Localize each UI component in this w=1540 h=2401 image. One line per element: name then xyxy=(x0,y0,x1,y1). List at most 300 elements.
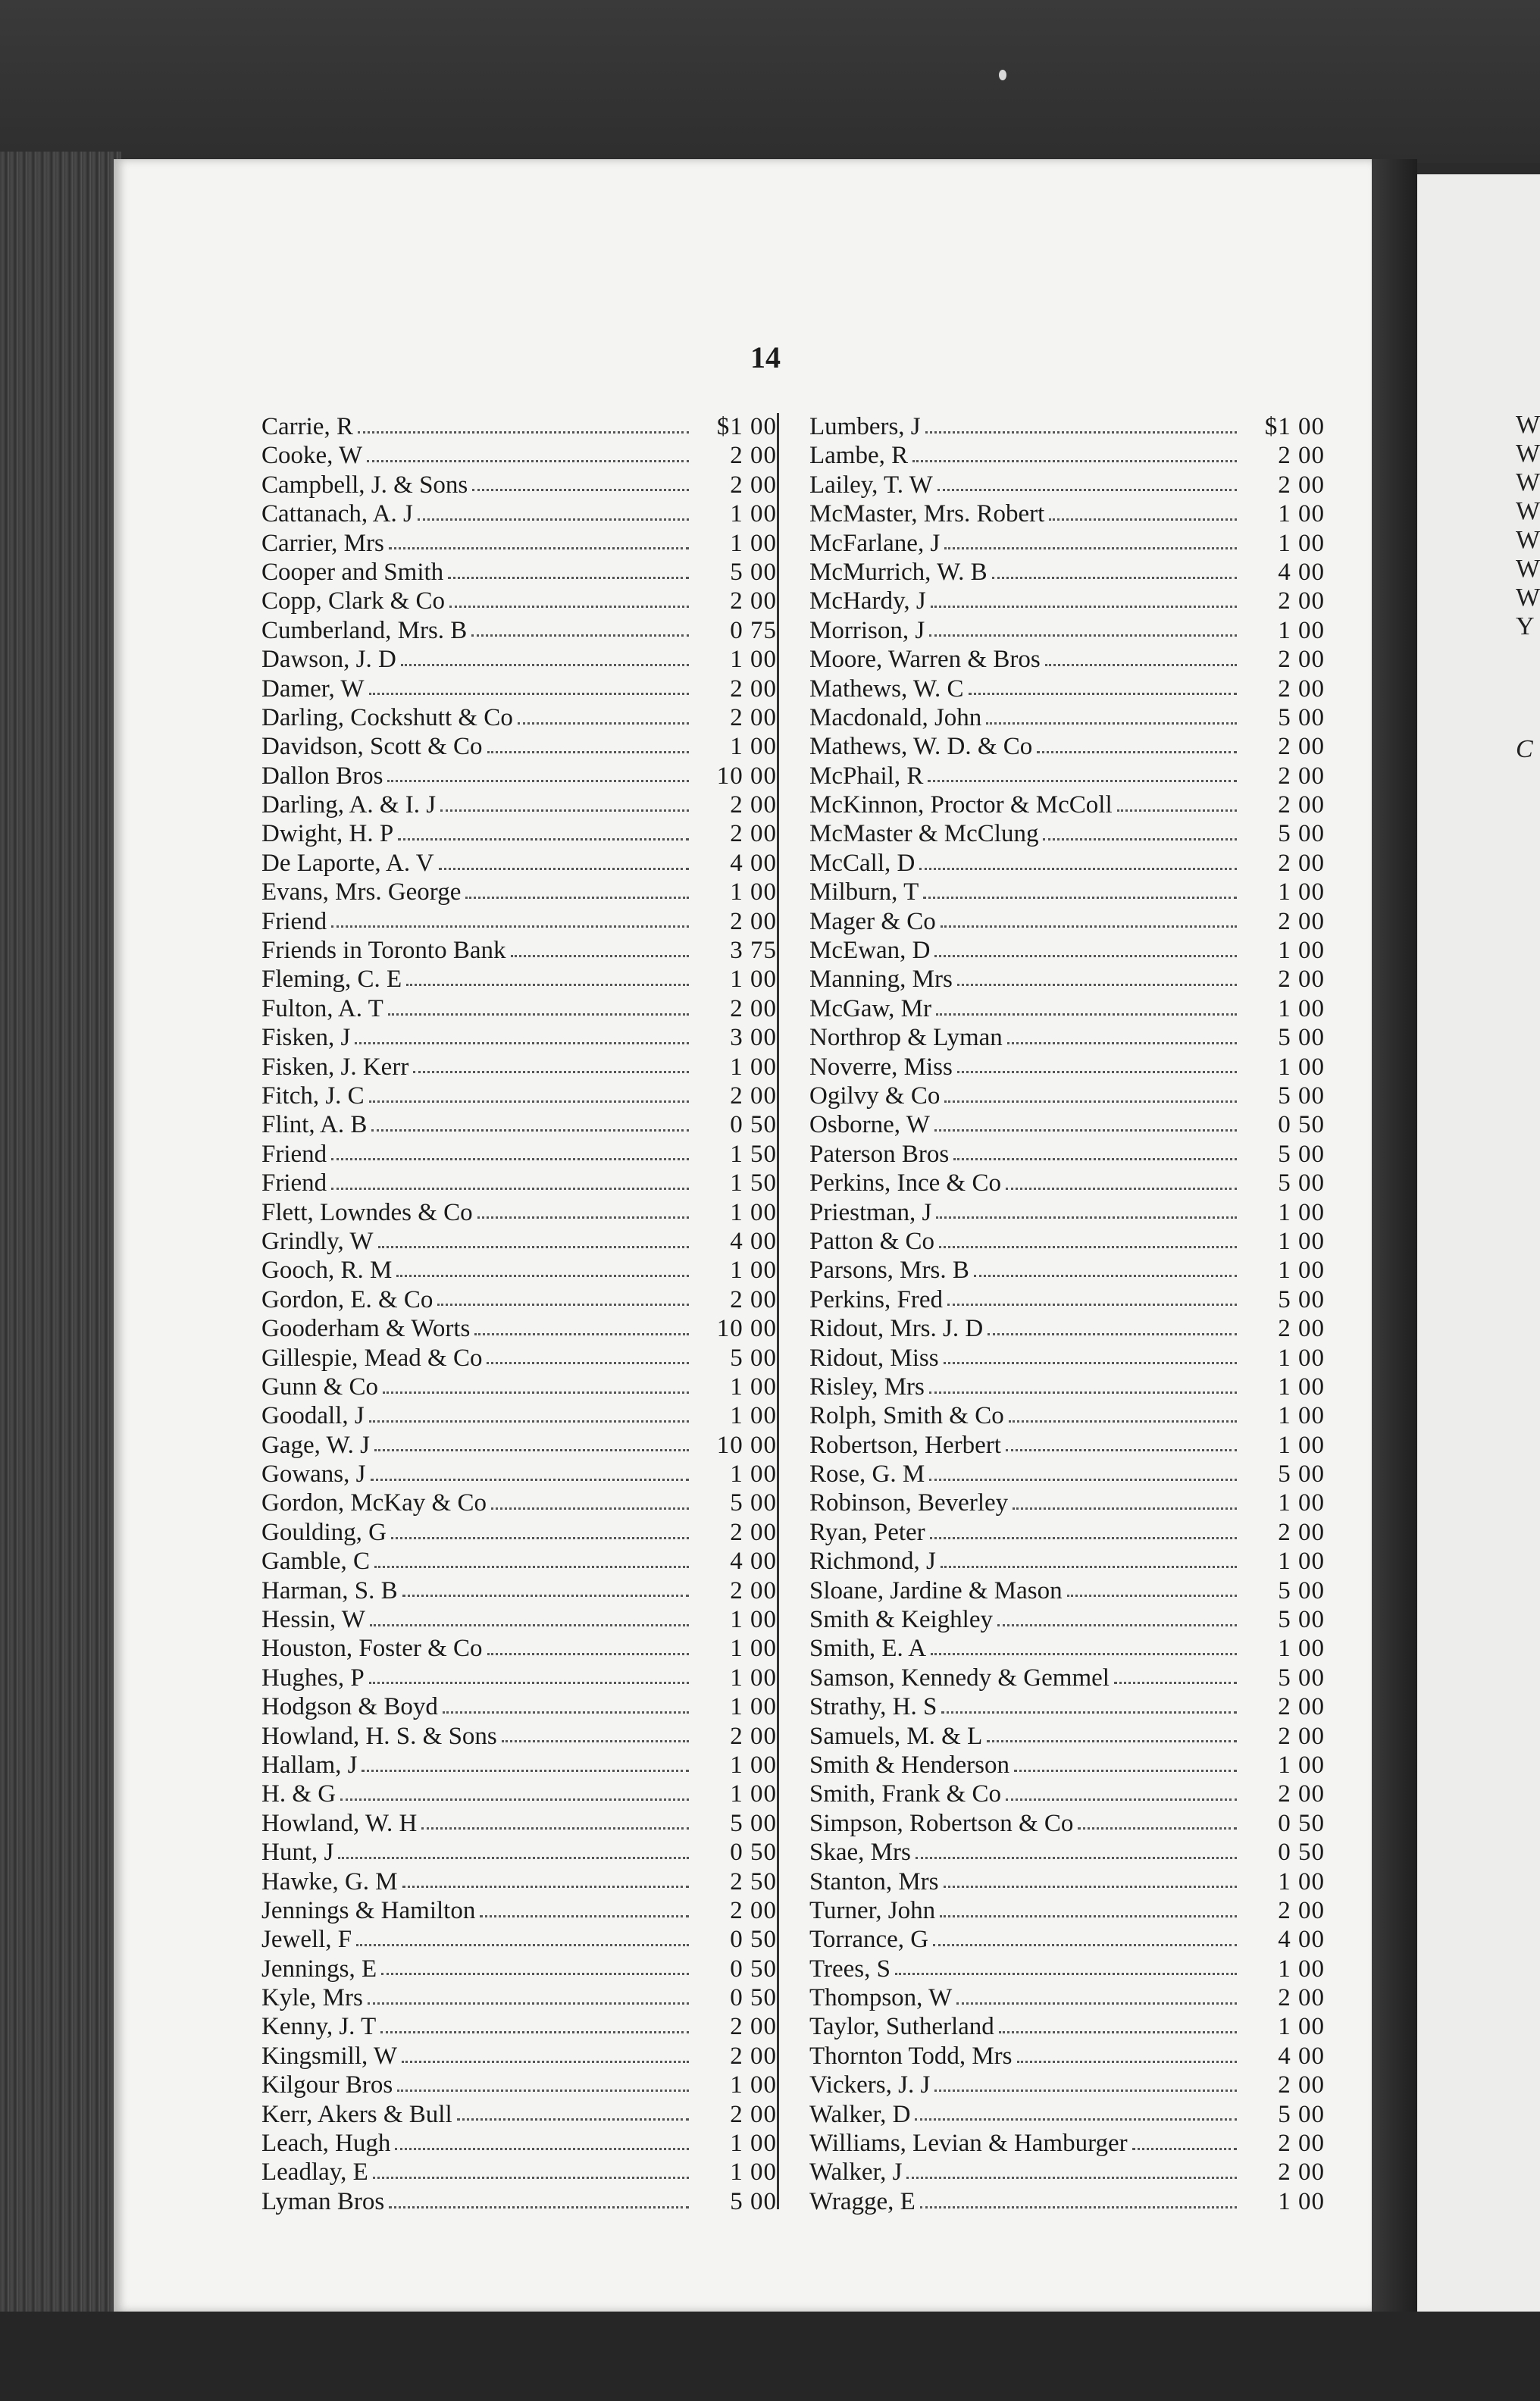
dot-leader xyxy=(997,1624,1237,1626)
subscriber-name: Darling, A. & I. J xyxy=(261,791,437,819)
dot-leader xyxy=(331,1158,689,1160)
subscriber-entry xyxy=(809,1111,1325,1140)
subscriber-entry xyxy=(261,1751,777,1780)
dot-leader xyxy=(373,2177,689,2179)
subscriber-entry xyxy=(261,1373,777,1402)
subscription-amount: 2 00 xyxy=(730,1722,777,1750)
subscriber-name: Strathy, H. S xyxy=(809,1693,937,1721)
subscription-amount: 2 00 xyxy=(1278,442,1325,470)
subscriber-entry xyxy=(261,1460,777,1489)
subscriber-entry xyxy=(809,1868,1325,1897)
subscription-amount: 1 00 xyxy=(730,2158,777,2187)
subscriber-name: H. & G xyxy=(261,1780,336,1808)
dot-leader xyxy=(937,489,1237,491)
subscriber-name: McMaster, Mrs. Robert xyxy=(809,500,1045,528)
dot-leader xyxy=(472,489,689,491)
dot-leader xyxy=(480,1915,689,1917)
subscriber-name: Gordon, McKay & Co xyxy=(261,1489,487,1517)
subscriber-entry xyxy=(809,442,1325,471)
subscriber-name: Fisken, J. Kerr xyxy=(261,1053,409,1081)
subscriber-entry xyxy=(261,1024,777,1053)
subscription-amount: 2 00 xyxy=(1278,1518,1325,1546)
dot-leader xyxy=(1006,1798,1237,1801)
subscriber-entry xyxy=(261,966,777,994)
subscription-amount: 2 00 xyxy=(730,1082,777,1110)
subscription-amount: 4 00 xyxy=(730,1227,777,1255)
dot-leader xyxy=(374,1566,689,1568)
subscription-amount: 1 00 xyxy=(1278,616,1325,644)
subscription-amount: 5 00 xyxy=(730,1809,777,1837)
subscriber-name: Gillespie, Mead & Co xyxy=(261,1344,483,1372)
subscriber-name: Perkins, Ince & Co xyxy=(809,1169,1001,1197)
subscriber-name: McGaw, Mr xyxy=(809,994,931,1022)
subscriber-entry xyxy=(809,2071,1325,2100)
subscription-amount: 5 00 xyxy=(1278,1082,1325,1110)
subscriber-name: Thompson, W xyxy=(809,1984,953,2012)
subscriber-name: Risley, Mrs xyxy=(809,1373,925,1401)
dot-leader xyxy=(1132,2148,1237,2150)
subscriber-name: Walker, D xyxy=(809,2100,911,2128)
subscriber-name: Manning, Mrs xyxy=(809,966,953,994)
subscriber-name: McKinnon, Proctor & McColl xyxy=(809,791,1113,819)
dot-leader xyxy=(449,606,689,608)
dot-leader xyxy=(944,1362,1237,1364)
dot-leader xyxy=(389,547,689,549)
subscriber-entry xyxy=(261,1257,777,1285)
subscriber-entry xyxy=(261,1199,777,1228)
subscription-amount: 1 00 xyxy=(730,1751,777,1779)
dot-leader xyxy=(936,1013,1237,1016)
subscription-amount: 2 00 xyxy=(1278,471,1325,499)
subscription-amount: 1 00 xyxy=(1278,1402,1325,1430)
dot-leader xyxy=(941,925,1237,928)
subscription-amount: 2 00 xyxy=(1278,791,1325,819)
subscription-amount: 0 50 xyxy=(1278,1839,1325,1867)
subscriber-name: Richmond, J xyxy=(809,1548,936,1576)
subscription-amount: 1 00 xyxy=(730,646,777,674)
subscriber-entry xyxy=(809,1926,1325,1955)
subscriber-name: Kingsmill, W xyxy=(261,2042,398,2070)
subscription-amount: 4 00 xyxy=(1278,558,1325,586)
subscriber-name: Robertson, Herbert xyxy=(809,1431,1001,1459)
subscriber-name: Lyman Bros xyxy=(261,2187,385,2215)
subscriber-entry xyxy=(809,1169,1325,1198)
dot-leader xyxy=(1049,518,1237,521)
subscription-amount: 1 00 xyxy=(730,1693,777,1721)
subscriber-entry xyxy=(261,413,777,442)
subscriber-entry xyxy=(261,1111,777,1140)
subscriber-name: Hodgson & Boyd xyxy=(261,1693,438,1721)
subscription-amount: 0 50 xyxy=(1278,1809,1325,1837)
subscriber-name: Fulton, A. T xyxy=(261,994,383,1022)
subscription-amount: 1 00 xyxy=(1278,1489,1325,1517)
dot-leader xyxy=(1007,1042,1237,1044)
subscriber-name: Gamble, C xyxy=(261,1548,370,1576)
subscriber-name: Rolph, Smith & Co xyxy=(809,1402,1004,1430)
dot-leader xyxy=(487,751,689,753)
dot-leader xyxy=(389,2206,689,2208)
subscriber-name: Carrier, Mrs xyxy=(261,529,384,557)
subscription-amount: 5 00 xyxy=(730,1344,777,1372)
facing-page-letter: W xyxy=(1516,468,1540,496)
subscriber-entry xyxy=(261,1897,777,1926)
dot-leader xyxy=(418,518,689,521)
subscriber-name: Sloane, Jardine & Mason xyxy=(809,1576,1063,1604)
subscriber-entry xyxy=(809,1489,1325,1518)
subscription-amount: 2 00 xyxy=(730,1518,777,1546)
dot-leader xyxy=(929,1391,1237,1394)
subscription-amount: 4 00 xyxy=(730,849,777,877)
dot-leader xyxy=(487,1653,689,1655)
subscription-amount: 1 00 xyxy=(1278,529,1325,557)
dot-leader xyxy=(383,1391,689,1394)
subscriber-name: Gage, W. J xyxy=(261,1431,370,1459)
subscriber-entry xyxy=(261,1955,777,1984)
dot-leader xyxy=(1006,1188,1237,1190)
subscriber-name: Kerr, Akers & Bull xyxy=(261,2100,452,2128)
subscriber-list-right xyxy=(809,413,1325,2217)
subscriber-name: Fisken, J xyxy=(261,1024,351,1052)
subscription-amount: 5 00 xyxy=(1278,1606,1325,1634)
subscriber-entry xyxy=(261,1780,777,1809)
subscription-amount: 1 00 xyxy=(1278,2187,1325,2215)
dot-leader xyxy=(398,838,689,841)
subscription-amount: 1 00 xyxy=(1278,1867,1325,1895)
dot-leader xyxy=(511,955,690,957)
subscriber-entry xyxy=(809,1664,1325,1693)
dot-leader xyxy=(369,1100,689,1103)
subscriber-entry xyxy=(261,1839,777,1867)
dot-leader xyxy=(988,1333,1237,1335)
subscriber-name: Ridout, Miss xyxy=(809,1344,939,1372)
subscriber-entry xyxy=(261,1926,777,1955)
subscriber-entry xyxy=(261,1228,777,1257)
subscriber-entry xyxy=(261,1489,777,1518)
dot-leader xyxy=(953,1158,1237,1160)
dot-leader xyxy=(923,897,1237,899)
dot-leader xyxy=(369,1420,689,1423)
subscriber-entry xyxy=(261,1664,777,1693)
dot-leader xyxy=(491,1507,689,1510)
dot-leader xyxy=(929,634,1237,637)
dot-leader xyxy=(925,431,1237,434)
dot-leader xyxy=(920,2206,1237,2208)
dot-leader xyxy=(338,1857,689,1859)
subscriber-entry xyxy=(261,1635,777,1664)
dot-leader xyxy=(974,1275,1237,1277)
subscription-amount: 1 00 xyxy=(1278,994,1325,1022)
dot-leader xyxy=(931,1653,1237,1655)
dot-leader xyxy=(371,1479,690,1481)
subscription-amount: 0 75 xyxy=(730,616,777,644)
dot-leader xyxy=(487,1362,689,1364)
subscriber-name: McFarlane, J xyxy=(809,529,941,557)
dot-leader xyxy=(448,577,689,579)
dot-leader xyxy=(402,2061,689,2063)
subscriber-entry xyxy=(809,1344,1325,1373)
dot-leader xyxy=(944,1886,1237,1888)
dot-leader xyxy=(957,1071,1237,1073)
subscriber-name: Damer, W xyxy=(261,675,365,703)
subscription-amount: 2 00 xyxy=(730,907,777,935)
subscriber-entry xyxy=(809,2158,1325,2187)
subscription-amount: 2 00 xyxy=(730,994,777,1022)
subscription-amount: 1 00 xyxy=(1278,1751,1325,1779)
subscriber-name: Skae, Mrs xyxy=(809,1839,911,1867)
subscriber-entry xyxy=(261,1723,777,1751)
subscriber-entry xyxy=(809,966,1325,994)
subscriber-entry xyxy=(261,1606,777,1635)
subscription-amount: 1 00 xyxy=(730,878,777,906)
dot-leader xyxy=(941,1566,1237,1568)
subscription-amount: 2 00 xyxy=(1278,646,1325,674)
dot-leader xyxy=(969,693,1237,695)
dot-leader xyxy=(944,547,1237,549)
subscriber-entry xyxy=(809,1053,1325,1082)
subscriber-entry xyxy=(809,646,1325,675)
subscription-amount: 1 00 xyxy=(1278,1198,1325,1226)
subscriber-entry xyxy=(809,733,1325,762)
dot-leader xyxy=(371,1129,689,1132)
subscriber-name: Leach, Hugh xyxy=(261,2130,391,2158)
subscriber-entry xyxy=(261,878,777,907)
dot-leader xyxy=(362,1770,689,1772)
subscriber-entry xyxy=(809,559,1325,587)
subscription-amount: 1 00 xyxy=(730,733,777,761)
subscriber-entry xyxy=(809,1257,1325,1285)
dot-leader xyxy=(931,606,1237,608)
subscriber-entry xyxy=(809,908,1325,937)
subscriber-name: Smith, E. A xyxy=(809,1635,927,1663)
subscriber-name: Gooch, R. M xyxy=(261,1257,393,1285)
dot-leader xyxy=(396,1275,689,1277)
dust-speck xyxy=(999,70,1006,80)
subscriber-entry xyxy=(261,2101,777,2130)
subscription-amount: 2 00 xyxy=(1278,1315,1325,1343)
subscriber-name: Smith, Frank & Co xyxy=(809,1780,1002,1808)
subscriber-entry xyxy=(261,1810,777,1839)
dot-leader xyxy=(369,693,689,695)
subscription-amount: 2 00 xyxy=(730,2042,777,2070)
subscriber-name: Evans, Mrs. George xyxy=(261,878,462,906)
subscriber-entry xyxy=(809,1984,1325,2013)
facing-page-letter: W xyxy=(1516,440,1540,468)
dot-leader xyxy=(439,868,689,870)
dot-leader xyxy=(331,1188,689,1190)
subscriber-entry xyxy=(261,1141,777,1169)
scan-background-top xyxy=(0,0,1540,163)
subscriber-name: Torrance, G xyxy=(809,1926,929,1954)
subscription-amount: 10 00 xyxy=(716,1431,777,1459)
subscription-amount: 5 00 xyxy=(1278,820,1325,848)
subscriber-name: McEwan, D xyxy=(809,937,931,965)
book-gutter xyxy=(1372,159,1417,2312)
subscriber-name: Jennings & Hamilton xyxy=(261,1896,476,1924)
subscription-amount: 1 00 xyxy=(1278,1344,1325,1372)
dot-leader xyxy=(395,2148,689,2150)
subscription-amount: 1 00 xyxy=(730,966,777,994)
subscriber-name: Flint, A. B xyxy=(261,1111,368,1139)
subscriber-entry xyxy=(809,2188,1325,2217)
subscriber-entry xyxy=(261,2043,777,2071)
subscriber-name: Macdonald, John xyxy=(809,703,982,731)
subscription-amount: 1 00 xyxy=(730,1402,777,1430)
subscription-amount: 1 00 xyxy=(1278,1257,1325,1285)
subscriber-name: Dawson, J. D xyxy=(261,646,396,674)
subscriber-name: Goodall, J xyxy=(261,1402,365,1430)
subscriber-entry xyxy=(261,2013,777,2042)
dot-leader xyxy=(471,634,689,637)
subscriber-name: Lailey, T. W xyxy=(809,471,933,499)
subscriber-entry xyxy=(261,1053,777,1082)
subscription-amount: 2 00 xyxy=(1278,907,1325,935)
dot-leader xyxy=(457,2118,689,2121)
dot-leader xyxy=(367,460,689,462)
dot-leader xyxy=(391,1537,689,1539)
subscriber-entry xyxy=(809,1228,1325,1257)
subscriber-entry xyxy=(809,878,1325,907)
subscription-amount: 2 00 xyxy=(730,675,777,703)
subscriber-name: Leadlay, E xyxy=(261,2158,368,2187)
subscriber-entry xyxy=(809,1606,1325,1635)
subscriber-name: Friends in Toronto Bank xyxy=(261,937,506,965)
subscription-amount: 0 50 xyxy=(730,1926,777,1954)
subscriber-entry xyxy=(261,937,777,966)
subscriber-entry xyxy=(809,1635,1325,1664)
subscription-amount: 1 00 xyxy=(730,1373,777,1401)
subscription-amount: $1 00 xyxy=(1264,413,1325,440)
subscription-amount: 1 00 xyxy=(730,529,777,557)
subscription-amount: 4 00 xyxy=(730,1548,777,1576)
subscriber-name: Smith & Keighley xyxy=(809,1606,993,1634)
dot-leader xyxy=(1043,838,1237,841)
dot-leader xyxy=(388,1013,689,1016)
subscription-amount: 2 00 xyxy=(1278,2130,1325,2158)
subscription-amount: 2 00 xyxy=(730,2013,777,2041)
subscriber-entry xyxy=(809,530,1325,559)
subscription-amount: 2 00 xyxy=(730,442,777,470)
dot-leader xyxy=(906,2177,1237,2179)
subscriber-name: Wragge, E xyxy=(809,2187,916,2215)
subscriber-entry xyxy=(809,1199,1325,1228)
subscription-amount: 2 00 xyxy=(1278,1984,1325,2012)
subscription-amount: 1 00 xyxy=(730,1053,777,1081)
subscriber-name: Gowans, J xyxy=(261,1460,366,1488)
subscriber-entry xyxy=(261,850,777,878)
subscriber-entry xyxy=(809,1024,1325,1053)
subscriber-entry xyxy=(261,587,777,616)
dot-leader xyxy=(518,722,689,725)
subscription-amount: 2 00 xyxy=(1278,733,1325,761)
subscriber-entry xyxy=(809,2130,1325,2158)
subscriber-name: Moore, Warren & Bros xyxy=(809,646,1041,674)
subscription-amount: 2 00 xyxy=(1278,966,1325,994)
subscription-amount: 2 00 xyxy=(730,791,777,819)
subscriber-entry xyxy=(809,2043,1325,2071)
subscription-amount: $1 00 xyxy=(716,413,777,440)
dot-leader xyxy=(947,1304,1237,1306)
dot-leader xyxy=(331,925,689,928)
subscriber-name: Thornton Todd, Mrs xyxy=(809,2042,1013,2070)
subscriber-entry xyxy=(809,413,1325,442)
dot-leader xyxy=(421,1827,689,1830)
subscriber-entry xyxy=(809,1577,1325,1606)
subscription-amount: 2 00 xyxy=(730,587,777,615)
subscriber-entry xyxy=(261,1432,777,1460)
subscriber-entry xyxy=(809,587,1325,616)
dot-leader xyxy=(944,1100,1237,1103)
subscriber-entry xyxy=(809,1402,1325,1431)
subscriber-entry xyxy=(261,2188,777,2217)
subscriber-name: McMaster & McClung xyxy=(809,820,1039,848)
dot-leader xyxy=(1014,1770,1237,1772)
subscriber-name: Lumbers, J xyxy=(809,413,921,440)
facing-page xyxy=(1417,174,1540,2312)
dot-leader xyxy=(929,1479,1237,1481)
dot-leader xyxy=(381,1973,689,1975)
dot-leader xyxy=(934,1129,1237,1132)
subscriber-entry xyxy=(261,530,777,559)
dot-leader xyxy=(401,664,689,666)
subscription-amount: 2 50 xyxy=(730,1867,777,1895)
subscriber-name: Mathews, W. C xyxy=(809,675,964,703)
subscription-amount: 1 00 xyxy=(1278,500,1325,528)
subscriber-name: McPhail, R xyxy=(809,762,924,790)
subscription-amount: 0 50 xyxy=(730,1984,777,2012)
subscription-amount: 2 00 xyxy=(730,1285,777,1313)
subscription-amount: 5 00 xyxy=(1278,1140,1325,1168)
subscription-amount: 5 00 xyxy=(1278,1024,1325,1052)
subscriber-name: Parsons, Mrs. B xyxy=(809,1257,969,1285)
subscriber-entry xyxy=(261,1577,777,1606)
subscription-amount: 2 00 xyxy=(1278,2071,1325,2099)
subscription-amount: 2 00 xyxy=(1278,1693,1325,1721)
dot-leader xyxy=(440,809,689,812)
subscription-amount: 1 50 xyxy=(730,1140,777,1168)
subscriber-entry xyxy=(809,1723,1325,1751)
dot-leader xyxy=(941,1711,1237,1714)
subscriber-name: Hallam, J xyxy=(261,1751,358,1779)
subscription-amount: 5 00 xyxy=(730,2187,777,2215)
dot-leader xyxy=(934,2090,1237,2092)
subscriber-entry xyxy=(261,1344,777,1373)
subscriber-entry xyxy=(809,1839,1325,1867)
dot-leader xyxy=(380,2031,689,2033)
subscriber-entry xyxy=(261,500,777,529)
dot-leader xyxy=(437,1304,689,1306)
facing-page-letter: W xyxy=(1516,555,1540,583)
subscription-amount: 1 50 xyxy=(730,1169,777,1197)
subscriber-name: Harman, S. B xyxy=(261,1576,398,1604)
subscriber-name: Dallon Bros xyxy=(261,762,383,790)
subscriber-name: Rose, G. M xyxy=(809,1460,925,1488)
subscriber-name: Morrison, J xyxy=(809,616,925,644)
subscription-amount: 2 00 xyxy=(1278,587,1325,615)
subscriber-name: Hunt, J xyxy=(261,1839,334,1867)
subscription-amount: 1 00 xyxy=(730,500,777,528)
subscriber-entry xyxy=(261,2071,777,2100)
subscription-amount: 0 50 xyxy=(730,1111,777,1139)
subscriber-entry xyxy=(261,1315,777,1344)
subscriber-entry xyxy=(261,995,777,1024)
subscriber-name: Noverre, Miss xyxy=(809,1053,953,1081)
subscriber-name: Howland, H. S. & Sons xyxy=(261,1722,497,1750)
subscriber-list-left xyxy=(261,413,777,2217)
subscriber-name: Campbell, J. & Sons xyxy=(261,471,468,499)
dot-leader xyxy=(406,984,689,986)
subscription-amount: 5 00 xyxy=(1278,1169,1325,1197)
subscription-amount: 5 00 xyxy=(1278,703,1325,731)
